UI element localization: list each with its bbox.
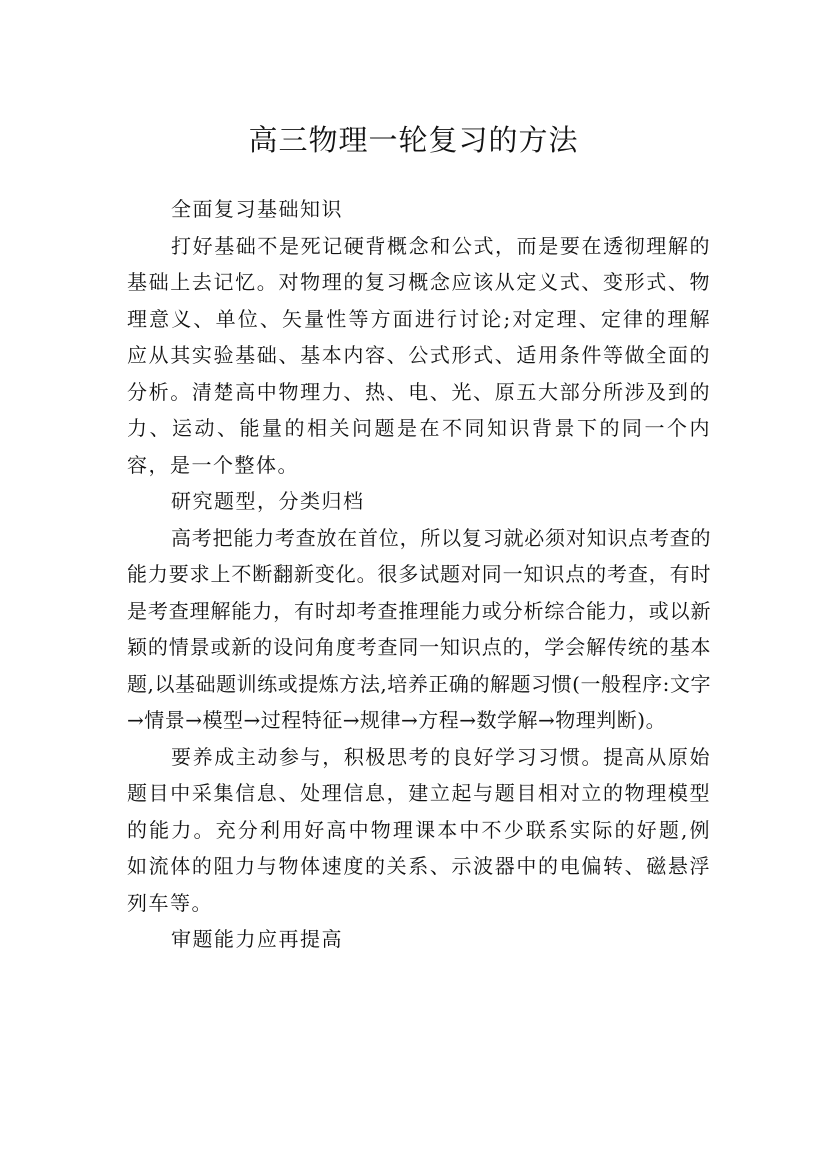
paragraph-question-types: 高考把能力考查放在首位，所以复习就必须对知识点考查的能力要求上不断翻新变化。很多试题对同一知识点的考查，有时是考查理解能力，有时却考查推理能力或分析综合能力，或以新颖的情景或新的设问角度考查同一知识点的，学会解传统的基本题,以基础题训练或提炼方法,培养正确的解题习惯(一般程序:文字→情景→模型→过程特征→规律→方程→数学解→物理判断)。 (127, 525, 711, 732)
paragraph-study-habits: 要养成主动参与，积极思考的良好学习习惯。提高从原始题目中采集信息、处理信息，建立起与题目相对立的物理模型的能力。充分利用好高中物理课本中不少联系实际的好题,例如流体的阻力与物体速度的关系、示波器中的电偏转、磁悬浮列车等。 (127, 744, 711, 915)
section-heading-basics: 全面复习基础知识 (171, 197, 343, 221)
document-body (127, 191, 711, 958)
paragraph-basics: 打好基础不是死记硬背概念和公式，而是要在透彻理解的基础上去记忆。对物理的复习概念应该从定义式、变形式、物理意义、单位、矢量性等方面进行讨论;对定理、定律的理解应从其实验基础、基本内容、公式形式、适用条件等做全面的分析。清楚高中物理力、热、电、光、原五大部分所涉及到的力、运动、能量的相关问题是在不同知识背景下的同一个内容，是一个整体。 (127, 233, 711, 477)
document-title: 高三物理一轮复习的方法 (248, 123, 579, 158)
section-heading-question-types: 研究题型，分类归档 (171, 489, 365, 513)
section-heading-reading-comprehension: 审题能力应再提高 (171, 927, 343, 951)
